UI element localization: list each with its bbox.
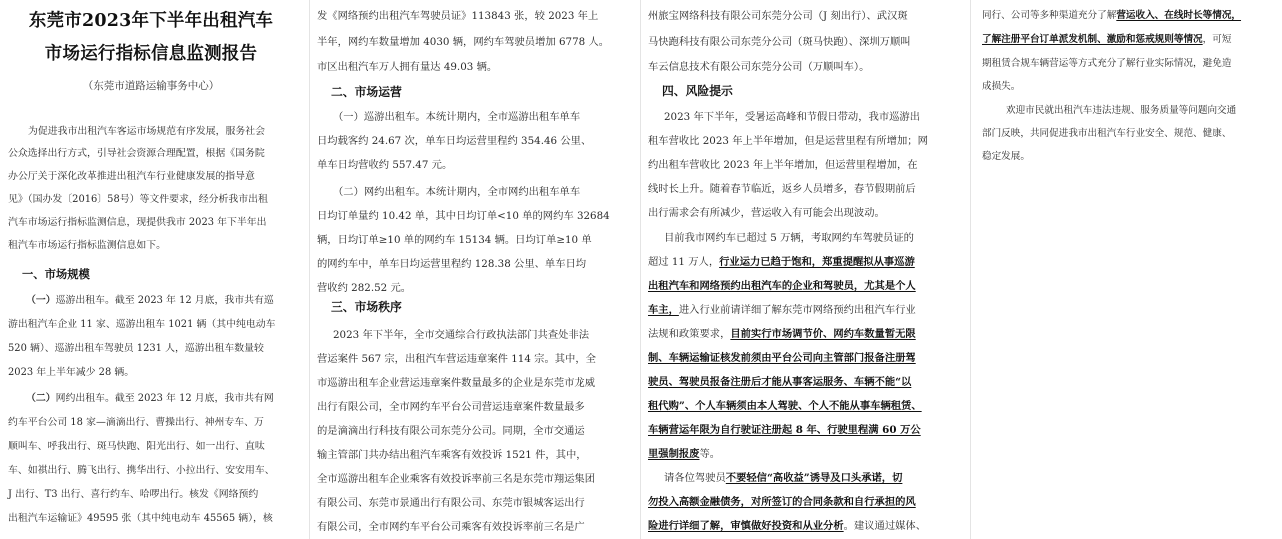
- report-issuer: （东莞市道路运输事务中心）: [82, 80, 220, 92]
- report-title-line-2: 市场运行指标信息监测报告: [44, 44, 258, 64]
- order-continued-line: 马快跑科技有限公司东莞分公司（斑马快跑）、深圳万顺叫: [648, 36, 911, 48]
- closing-line: 稳定发展。: [982, 151, 1030, 162]
- market-order-line: 2023 年下半年，全市交通综合行政执法部门共查处非法: [333, 329, 590, 341]
- warning-line: [648, 281, 916, 291]
- advice-line: [664, 473, 902, 483]
- online-operation-line: 辆，日均订单≥10 单的网约车 15134 辆。日均订单≥10 单: [317, 234, 592, 246]
- scale-continued-line: 市区出租汽车万人拥有量达 49.03 辆。: [317, 61, 498, 73]
- warning-emphasis: 行业运力已趋于饱和，郑重提醒拟从事巡游: [719, 256, 915, 268]
- warning-emphasis: 驶员、驾驶员报备注册后才能从事客运服务、车辆不能“以: [648, 376, 912, 388]
- advice-continued-line: 成损失。: [982, 81, 1021, 92]
- cruise-operation-line: （一）巡游出租车。本统计期内，全市巡游出租车单车: [333, 111, 581, 123]
- cruise-text: 巡游出租车。截至 2023 年 12 月底，我市共有巡: [55, 295, 274, 306]
- market-order-line: 输主管部门共办结出租汽车乘客有效投诉 1521 件，其中，: [317, 449, 587, 461]
- online-taxi-paragraph-line: 车、如祺出行、腾飞出行、携华出行、小拉出行、安安用车、: [8, 465, 275, 476]
- section-heading-risk-warning: 四、风险提示: [662, 84, 733, 98]
- market-order-line: 营运案件 567 宗，出租汽车营运违章案件 114 宗。其中，全: [317, 353, 596, 365]
- page-column-3: [646, 0, 964, 539]
- warning-emphasis: 制、车辆运输证核发前须由平台公司向主管部门报备注册驾: [648, 352, 916, 364]
- market-order-line: 市巡游出租车企业营运违章案件数量最多的企业是东莞市龙威: [317, 377, 596, 389]
- advice-line: [648, 497, 916, 507]
- online-operation-line: 日均订单量约 10.42 单，其中日均订单<10 单的网约车 32684: [317, 210, 610, 222]
- advice-line: [648, 521, 926, 531]
- intro-line: 见》（国办发〔2016〕58号）等文件要求，经分析我市出租: [8, 194, 268, 205]
- market-order-line: 有限公司，全市网约车平台公司乘客有效投诉率前三名是广: [317, 521, 585, 533]
- scale-continued-line: 发《网络预约出租汽车驾驶员证》113843 张，较 2023 年上: [317, 10, 599, 22]
- page-column-2: [315, 0, 633, 539]
- online-text: 网约出租车。截至 2023 年 12 月底，我市共有网: [55, 393, 274, 404]
- warning-emphasis: 车主，: [648, 304, 679, 316]
- risk-line: 租车营收比 2023 年上半年增加，但是运营里程有所增加；网: [648, 135, 928, 147]
- advice-emphasis: 营运收入、在线时长等情况，: [1116, 10, 1242, 21]
- advice-continued-line: 期租赁合规车辆营运等方式充分了解行业实际情况，避免造: [982, 58, 1232, 69]
- intro-line: 汽车市场运行指标监测信息，现提供我市 2023 年下半年出: [8, 217, 267, 228]
- advice-continued-line: [982, 35, 1231, 45]
- order-continued-line: 车云信息技术有限公司东莞分公司（万顺叫车）。: [648, 61, 870, 73]
- column-divider: [309, 0, 310, 539]
- advice-emphasis: 不要轻信“高收益”诱导及口头承诺，切: [725, 472, 903, 484]
- order-continued-line: 州旅宝网络科技有限公司东莞分公司（J 刻出行）、武汉斑: [648, 10, 908, 22]
- advice-text: ，可短: [1202, 34, 1232, 45]
- risk-line: 2023 年下半年，受暑运高峰和节假日带动，我市巡游出: [664, 111, 921, 123]
- online-taxi-paragraph-line: 约车平台公司 18 家—滴滴出行、曹操出行、神州专车、万: [8, 417, 264, 428]
- warning-line: [648, 305, 916, 315]
- advice-continued-line: [982, 11, 1241, 21]
- warning-line: [648, 401, 922, 411]
- section-heading-market-order: 三、市场秩序: [331, 300, 402, 314]
- warning-line: [648, 425, 921, 435]
- warning-text: 法规和政策要求，: [648, 328, 731, 340]
- intro-line: 租汽车市场运行指标监测信息如下。: [8, 240, 167, 251]
- online-taxi-paragraph-line: 出租汽车运输证》49595 张（其中纯电动车 45565 辆），核: [8, 513, 273, 524]
- warning-text: 等。: [699, 448, 721, 460]
- online-label: （二）: [26, 393, 56, 404]
- closing-line: 部门反映，共同促进我市出租汽车行业安全、规范、健康、: [982, 128, 1232, 139]
- warning-emphasis: 里强制报废: [648, 448, 700, 460]
- market-order-line: 全市巡游出租车企业乘客有效投诉率前三名是东莞市翔运集团: [317, 473, 596, 485]
- section-heading-market-operation: 二、市场运营: [331, 85, 402, 99]
- warning-line: [648, 353, 916, 363]
- intro-line: 公众选择出行方式，引导社会资源合理配置，根据《国务院: [8, 148, 265, 159]
- advice-text: 请各位驾驶员: [664, 472, 726, 484]
- page-column-4: [976, 0, 1282, 539]
- scale-continued-line: 半年，网约车数量增加 4030 辆，网约车驾驶员增加 6778 人。: [317, 36, 610, 48]
- warning-line: [648, 329, 916, 339]
- cruise-operation-line: 日均载客约 24.67 次，单车日均运营里程约 354.46 公里、: [317, 135, 592, 147]
- advice-emphasis: 了解注册平台订单派发机制、激励和惩戒规则等情况: [982, 34, 1203, 45]
- intro-line: 为促进我市出租汽车客运市场规范有序发展，服务社会: [28, 126, 266, 137]
- cruise-taxi-paragraph-line: [26, 296, 274, 306]
- report-title-line-1: 东莞市2023年下半年出租汽车: [28, 11, 274, 31]
- advice-emphasis: 勿投入高额金融债务，对所签订的合同条款和自行承担的风: [648, 496, 916, 508]
- warning-line: [648, 257, 915, 267]
- cruise-taxi-paragraph-line: 2023 年上半年减少 28 辆。: [8, 367, 135, 378]
- warning-line: 目前我市网约车已超过 5 万辆，考取网约车驾驶员证的: [664, 232, 914, 244]
- warning-text: 进入行业前请详细了解东莞市网络预约出租汽车行业: [678, 304, 916, 316]
- warning-emphasis: 出租汽车和网络预约出租汽车的企业和驾驶员，尤其是个人: [648, 280, 916, 292]
- cruise-label: （一）: [26, 295, 56, 306]
- page-column-1: [0, 0, 302, 539]
- online-taxi-paragraph-line: 顺叫车、呼我出行、斑马快跑、阳光出行、如一出行、直呔: [8, 441, 265, 452]
- warning-line: [648, 377, 911, 387]
- market-order-line: 的是滴滴出行科技有限公司东莞分公司。同期，全市交通运: [317, 425, 585, 437]
- risk-line: 线时长上升。随着春节临近，返乡人员增多，春节假期前后: [648, 183, 916, 195]
- warning-emphasis: 租代购”、个人车辆须由本人驾驶、个人不能从事车辆租赁、: [648, 400, 922, 412]
- cruise-taxi-paragraph-line: 游出租汽车企业 11 家、巡游出租车 1021 辆（其中纯电动车: [8, 319, 276, 330]
- section-heading-market-scale: 一、市场规模: [22, 267, 90, 281]
- risk-line: 出行需求会有所减少，营运收入有可能会出现波动。: [648, 207, 885, 219]
- warning-emphasis: 车辆营运年限为自行驶证注册起 8 年、行驶里程满 60 万公: [648, 424, 921, 436]
- advice-emphasis: 险进行详细了解，审慎做好投资和从业分析: [648, 520, 844, 532]
- online-operation-line: 营收约 282.52 元。: [317, 282, 412, 294]
- online-taxi-paragraph-line: J 出行、T3 出行、喜行约车、哈啰出行。核发《网络预约: [8, 489, 259, 500]
- cruise-taxi-paragraph-line: 520 辆）、巡游出租车驾驶员 1231 人，巡游出租车数量较: [8, 343, 264, 354]
- advice-text: 同行、公司等多种渠道充分了解: [982, 10, 1117, 21]
- market-order-line: 出行有限公司，全市网约车平台公司营运违章案件数量最多: [317, 401, 585, 413]
- cruise-operation-line: 单车日均营收约 557.47 元。: [317, 159, 453, 171]
- advice-text: 。建议通过媒体、: [843, 520, 927, 532]
- intro-line: 办公厅关于深化改革推进出租汽车行业健康发展的指导意: [8, 171, 255, 182]
- column-divider: [640, 0, 641, 539]
- online-operation-line: （二）网约出租车。本统计期内，全市网约出租车单车: [333, 186, 581, 198]
- warning-line: [648, 449, 720, 459]
- market-order-line: 有限公司、东莞市景通出行有限公司、东莞市银城客运出行: [317, 497, 585, 509]
- warning-emphasis: 目前实行市场调节价、网约车数量暂无限: [730, 328, 916, 340]
- closing-line: 欢迎市民就出租汽车违法违规、服务质量等问题向交通: [1006, 105, 1237, 116]
- column-divider: [970, 0, 971, 539]
- risk-line: 约出租车营收比 2023 年上半年增加，但运营里程增加，在: [648, 159, 918, 171]
- online-operation-line: 的网约车中，单车日均运营里程约 128.38 公里、单车日均: [317, 258, 587, 270]
- warning-text: 超过 11 万人，: [648, 256, 720, 268]
- online-taxi-paragraph-line: [26, 394, 274, 404]
